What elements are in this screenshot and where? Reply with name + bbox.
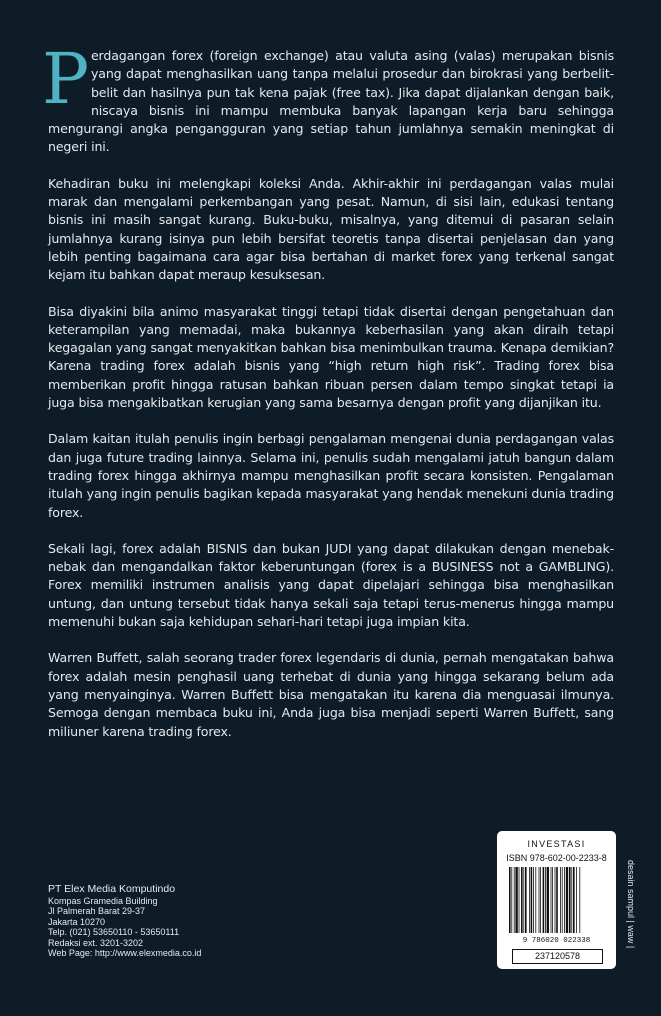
publisher-line: Jl Palmerah Barat 29-37 — [48, 906, 146, 917]
publisher-line: Kompas Gramedia Building — [48, 896, 158, 906]
barcode-bar — [560, 867, 561, 933]
barcode-bar — [523, 867, 524, 933]
barcode-bar — [515, 867, 517, 933]
barcode-bar — [525, 867, 527, 933]
barcode-bar — [556, 867, 558, 933]
barcode-code: 237120578 — [512, 949, 603, 964]
publisher-line: Web Page: http://www.elexmedia.co.id — [48, 948, 202, 959]
barcode-bar — [562, 867, 563, 933]
barcode-bar — [571, 867, 572, 933]
barcode-bar — [533, 867, 534, 933]
barcode-bar — [509, 867, 511, 933]
barcode-bar — [543, 867, 545, 933]
barcode-bar — [514, 867, 515, 933]
barcode-icon — [507, 867, 606, 943]
publisher-name: PT Elex Media Komputindo — [48, 883, 176, 895]
barcode-bar — [540, 867, 541, 933]
publisher-line: Telp. (021) 53650110 - 53650111 — [48, 927, 180, 938]
barcode-isbn: ISBN 978-602-00-2233-8 — [506, 853, 607, 863]
paragraph-6: Warren Buffett, salah seorang trader forex legendaris di dunia, pernah mengatakan bahwa forex adalah mesin penghasil uang terhebat di dunia yang hingga sekarang belum ada yang menyainginya. Warren Buffett bisa mengatakan itu karena dia menguasai ilmunya. Semoga dengan membaca buku ini, Anda juga bisa menjadi seperti Warren Buffett, sang miliuner karena trading forex. — [48, 650, 614, 739]
barcode-bar — [529, 867, 530, 933]
barcode-bar — [555, 867, 556, 933]
paragraph-5: Sekali lagi, forex adalah BISNIS dan bukan JUDI yang dapat dilakukan dengan menebak-nebak dan mengandalkan faktor keberuntungan (forex is a BUSINESS not a GAMBLING). Forex memiliki instrumen analisis yang dapat dipelajari sehingga bisa menghasilkan untung, dan untung tersebut tidak hanya sekali saja tetapi terus-menerus hingga mampu memenuhi bukan saja kehidupan sehari-hari tetapi juga impian kita. — [48, 540, 614, 630]
barcode-bar — [573, 867, 575, 933]
barcode-bar — [569, 867, 571, 933]
barcode-bar — [521, 867, 523, 933]
barcode-bar — [511, 867, 512, 933]
designer-credit: desain sampul | waw | — [626, 860, 636, 949]
paragraph-3: Bisa diyakini bila animo masyarakat tinggi tetapi tidak disertai dengan pengetahuan dan keterampilan yang memadai, maka bukannya keberhasilan yang akan diraih tetapi kegagalan yang sangat menyakitkan bahkan bisa menimbulkan trauma. Kenapa demikian? Karena trading forex adalah bisnis yang “high return high risk”. Trading forex bisa memberikan profit hingga ratusan bahkan ribuan persen dalam tempo singkat tetapi ia juga bisa mengakibatkan kerugian yang sama besarnya dengan profit yang dijanjikan itu. — [48, 303, 614, 411]
barcode-bar — [579, 867, 580, 933]
barcode-bar — [551, 867, 552, 933]
barcode-bar — [552, 867, 553, 933]
publisher-line: Redaksi ext. 3201-3202 — [48, 937, 144, 948]
barcode-bar — [545, 867, 546, 933]
barcode-bar — [535, 867, 536, 933]
barcode-bar — [539, 867, 540, 933]
publisher-line: Jakarta 10270 — [48, 916, 106, 927]
barcode-bar — [531, 867, 533, 933]
blurb-text — [42, 38, 614, 759]
barcode-bar — [519, 867, 520, 933]
barcode-digits: 9 786020 022338 — [522, 937, 591, 943]
paragraph-1 — [42, 38, 614, 157]
publisher-info — [48, 883, 201, 958]
barcode-bar — [566, 867, 568, 933]
paragraph-4: Dalam kaitan itulah penulis ingin berbagi pengalaman mengenai dunia perdagangan valas dan juga future trading lainnya. Selama ini, penulis sudah mengalami jatuh bangun dalam trading forex hingga akhirnya mampu menghasilkan profit secara konsisten. Pengalaman itulah yang ingin penulis bagikan kepada masyarakat yang hendak menekuni dunia trading forex. — [48, 431, 614, 520]
barcode-label — [497, 831, 616, 969]
barcode-bar — [564, 867, 565, 933]
dropcap-letter: P — [42, 38, 89, 120]
barcode-category: INVESTASI — [527, 839, 586, 849]
barcode-bar — [547, 867, 549, 933]
barcode-bar — [576, 867, 577, 933]
paragraph-1-text: erdagangan forex (foreign exchange) atau valuta asing (valas) merupakan bisnis yang dapat menghasilkan uang tanpa melalui prosedur dan birokrasi yang berbelit-belit dan hasilnya pun tak kena pajak (free tax). Jika dapat dijalankan dengan baik, niscaya bisnis ini mampu membuka banyak lapangan kerja baru sehingga mengurangi angka pengangguran yang setiap tahun jumlahnya semakin meningkat di negeri ini. — [48, 48, 614, 155]
paragraph-2: Kehadiran buku ini melengkapi koleksi Anda. Akhir-akhir ini perdagangan valas mulai marak dan mengalami perkembangan yang pesat. Namun, di sisi lain, edukasi tentang bisnis ini masih sangat kurang. Buku-buku, misalnya, yang ditemui di pasaran selain jumlahnya kurang isinya pun lebih bersifat teoretis tanpa disertai penjelasan dan yang lebih penting bagaimana cara agar bisa bertahan di market forex yang terkenal sangat kejam itu bahkan dapat meraup kesuksesan. — [48, 175, 614, 283]
